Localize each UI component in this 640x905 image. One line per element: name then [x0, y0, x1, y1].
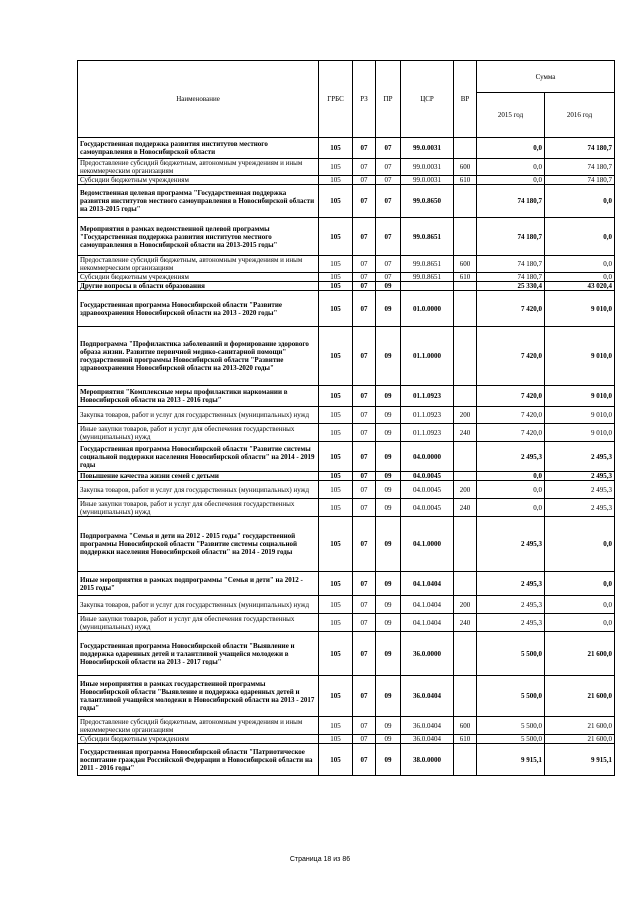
cell-vr	[454, 291, 477, 327]
table-row	[78, 138, 615, 159]
cell-vr	[454, 218, 477, 256]
cell-pr: 09	[376, 481, 401, 499]
cell-vr: 610	[454, 273, 477, 282]
table-body	[78, 138, 615, 776]
cell-sum-2015: 74 180,7	[477, 273, 545, 282]
cell-csr: 04.0.0045	[401, 499, 454, 517]
cell-sum-2016: 21 600,0	[545, 676, 615, 717]
cell-grbs: 105	[319, 291, 353, 327]
cell-sum-2015: 74 180,7	[477, 185, 545, 218]
cell-rz: 07	[353, 407, 376, 424]
cell-pr: 09	[376, 424, 401, 442]
table-row	[78, 386, 615, 407]
cell-grbs: 105	[319, 744, 353, 776]
cell-rz: 07	[353, 159, 376, 176]
cell-sum-2015: 5 500,0	[477, 717, 545, 735]
cell-pr: 09	[376, 282, 401, 291]
cell-csr: 99.0.0031	[401, 159, 454, 176]
cell-sum-2016: 43 020,4	[545, 282, 615, 291]
cell-grbs: 105	[319, 218, 353, 256]
cell-sum-2016: 74 180,7	[545, 159, 615, 176]
cell-vr	[454, 744, 477, 776]
cell-rz: 07	[353, 424, 376, 442]
cell-grbs: 105	[319, 138, 353, 159]
cell-csr: 99.0.8651	[401, 273, 454, 282]
cell-rz: 07	[353, 735, 376, 744]
cell-sum-2016: 2 495,3	[545, 442, 615, 472]
cell-name: Субсидии бюджетным учреждениям	[78, 176, 319, 185]
table-row	[78, 717, 615, 735]
cell-sum-2015: 7 420,0	[477, 327, 545, 386]
cell-sum-2016: 0,0	[545, 273, 615, 282]
cell-sum-2015: 5 500,0	[477, 735, 545, 744]
cell-sum-2016: 21 600,0	[545, 735, 615, 744]
cell-csr: 01.1.0923	[401, 407, 454, 424]
cell-grbs: 105	[319, 632, 353, 676]
cell-csr: 99.0.8651	[401, 218, 454, 256]
cell-rz: 07	[353, 481, 376, 499]
cell-grbs: 105	[319, 499, 353, 517]
cell-grbs: 105	[319, 273, 353, 282]
header-2015: 2015 год	[477, 93, 545, 138]
table-row	[78, 407, 615, 424]
cell-grbs: 105	[319, 282, 353, 291]
cell-name: Государственная поддержка развития институтов местного самоуправления в Новосибирской области	[78, 138, 319, 159]
cell-sum-2015: 25 330,4	[477, 282, 545, 291]
cell-sum-2016: 2 495,3	[545, 481, 615, 499]
cell-pr: 07	[376, 159, 401, 176]
cell-rz: 07	[353, 176, 376, 185]
cell-name: Другие вопросы в области образования	[78, 282, 319, 291]
table-row	[78, 256, 615, 273]
table-row	[78, 291, 615, 327]
cell-pr: 07	[376, 273, 401, 282]
cell-name: Подпрограмма "Семья и дети на 2012 - 2015 годы" государственной программы Новосибирской области "Развитие системы социальной поддержки населения Новосибирской области" на 2014 - 2019 годы	[78, 517, 319, 572]
cell-vr: 240	[454, 424, 477, 442]
cell-sum-2015: 2 495,3	[477, 517, 545, 572]
table-header	[78, 61, 615, 138]
table-row	[78, 481, 615, 499]
cell-csr: 04.1.0404	[401, 596, 454, 614]
cell-csr	[401, 282, 454, 291]
cell-vr: 200	[454, 596, 477, 614]
cell-vr: 610	[454, 176, 477, 185]
cell-grbs: 105	[319, 256, 353, 273]
cell-name: Мероприятия в рамках ведомственной целевой программы "Государственная поддержка развития институтов местного самоуправления в Новосибирской области на 2013-2015 годы"	[78, 218, 319, 256]
cell-rz: 07	[353, 517, 376, 572]
cell-sum-2015: 9 915,1	[477, 744, 545, 776]
cell-sum-2016: 74 180,7	[545, 176, 615, 185]
header-vr: ВР	[454, 61, 477, 138]
cell-sum-2015: 7 420,0	[477, 424, 545, 442]
table-row	[78, 218, 615, 256]
cell-pr: 07	[376, 256, 401, 273]
cell-name: Закупка товаров, работ и услуг для государственных (муниципальных) нужд	[78, 596, 319, 614]
cell-sum-2016: 9 010,0	[545, 424, 615, 442]
table-row	[78, 185, 615, 218]
cell-vr: 610	[454, 735, 477, 744]
cell-csr: 04.0.0045	[401, 481, 454, 499]
cell-rz: 07	[353, 218, 376, 256]
cell-grbs: 105	[319, 442, 353, 472]
budget-table	[77, 60, 615, 776]
table-row	[78, 735, 615, 744]
cell-name: Ведомственная целевая программа "Государственная поддержка развития институтов местного самоуправления в Новосибирской области на 2013-2015 годы"	[78, 185, 319, 218]
cell-csr: 01.1.0000	[401, 327, 454, 386]
cell-vr: 240	[454, 499, 477, 517]
cell-pr: 09	[376, 717, 401, 735]
cell-pr: 09	[376, 614, 401, 632]
cell-name: Предоставление субсидий бюджетным, автономным учреждениям и иным некоммерческим организациям	[78, 717, 319, 735]
cell-sum-2015: 0,0	[477, 138, 545, 159]
cell-pr: 07	[376, 176, 401, 185]
table-row	[78, 327, 615, 386]
cell-vr	[454, 442, 477, 472]
cell-grbs: 105	[319, 481, 353, 499]
cell-sum-2015: 2 495,3	[477, 614, 545, 632]
cell-vr	[454, 632, 477, 676]
cell-rz: 07	[353, 572, 376, 596]
cell-csr: 04.1.0000	[401, 517, 454, 572]
cell-rz: 07	[353, 282, 376, 291]
cell-sum-2015: 7 420,0	[477, 386, 545, 407]
cell-grbs: 105	[319, 735, 353, 744]
cell-vr	[454, 282, 477, 291]
cell-pr: 09	[376, 572, 401, 596]
cell-name: Государственная программа Новосибирской области "Патриотическое воспитание граждан Российской Федерации в Новосибирской области на 2011 - 2016 годы"	[78, 744, 319, 776]
cell-pr: 09	[376, 676, 401, 717]
cell-sum-2016: 74 180,7	[545, 138, 615, 159]
cell-sum-2015: 0,0	[477, 472, 545, 481]
cell-sum-2016: 0,0	[545, 218, 615, 256]
cell-name: Иные закупки товаров, работ и услуг для обеспечения государственных (муниципальных) нужд	[78, 424, 319, 442]
cell-sum-2016: 0,0	[545, 614, 615, 632]
cell-csr: 36.0.0404	[401, 676, 454, 717]
cell-csr: 36.0.0404	[401, 735, 454, 744]
cell-rz: 07	[353, 442, 376, 472]
cell-rz: 07	[353, 386, 376, 407]
cell-name: Иные закупки товаров, работ и услуг для обеспечения государственных (муниципальных) нужд	[78, 614, 319, 632]
cell-vr	[454, 327, 477, 386]
page-number: Страница 18 из 86	[289, 856, 351, 863]
cell-pr: 09	[376, 386, 401, 407]
cell-sum-2015: 0,0	[477, 499, 545, 517]
cell-name: Иные мероприятия в рамках государственной программы Новосибирской области "Выявление и поддержка одаренных детей и талантливой учащейся молодежи в Новосибирской области на 2013 - 2017 годы"	[78, 676, 319, 717]
table-row	[78, 676, 615, 717]
cell-name: Субсидии бюджетным учреждениям	[78, 735, 319, 744]
cell-pr: 09	[376, 327, 401, 386]
cell-sum-2015: 5 500,0	[477, 632, 545, 676]
table-row	[78, 472, 615, 481]
cell-csr: 99.0.0031	[401, 176, 454, 185]
cell-grbs: 105	[319, 176, 353, 185]
cell-vr: 200	[454, 481, 477, 499]
cell-pr: 07	[376, 218, 401, 256]
cell-sum-2016: 0,0	[545, 572, 615, 596]
cell-csr: 01.1.0923	[401, 424, 454, 442]
cell-rz: 07	[353, 676, 376, 717]
cell-csr: 99.0.8650	[401, 185, 454, 218]
cell-sum-2015: 2 495,3	[477, 572, 545, 596]
cell-csr: 36.0.0000	[401, 632, 454, 676]
cell-sum-2016: 9 915,1	[545, 744, 615, 776]
cell-grbs: 105	[319, 472, 353, 481]
cell-name: Предоставление субсидий бюджетным, автономным учреждениям и иным некоммерческим организациям	[78, 256, 319, 273]
cell-sum-2016: 9 010,0	[545, 291, 615, 327]
cell-sum-2016: 0,0	[545, 596, 615, 614]
cell-grbs: 105	[319, 676, 353, 717]
cell-csr: 38.0.0000	[401, 744, 454, 776]
header-name: Наименование	[78, 61, 319, 138]
cell-name: Мероприятия "Комплексные меры профилактики наркомании в Новосибирской области на 2013 - 2016 годы"	[78, 386, 319, 407]
cell-sum-2015: 2 495,3	[477, 596, 545, 614]
cell-sum-2016: 21 600,0	[545, 717, 615, 735]
cell-sum-2016: 9 010,0	[545, 386, 615, 407]
cell-sum-2015: 0,0	[477, 176, 545, 185]
header-csr: ЦСР	[401, 61, 454, 138]
cell-rz: 07	[353, 472, 376, 481]
cell-csr: 04.1.0404	[401, 614, 454, 632]
cell-sum-2016: 9 010,0	[545, 407, 615, 424]
header-2016: 2016 год	[545, 93, 615, 138]
cell-rz: 07	[353, 185, 376, 218]
header-grbs: ГРБС	[319, 61, 353, 138]
cell-pr: 09	[376, 499, 401, 517]
cell-sum-2016: 0,0	[545, 185, 615, 218]
table-row	[78, 572, 615, 596]
cell-rz: 07	[353, 291, 376, 327]
cell-vr	[454, 517, 477, 572]
cell-rz: 07	[353, 717, 376, 735]
table-row	[78, 596, 615, 614]
cell-csr: 36.0.0404	[401, 717, 454, 735]
cell-csr: 04.0.0000	[401, 442, 454, 472]
cell-rz: 07	[353, 138, 376, 159]
cell-vr	[454, 472, 477, 481]
cell-vr: 600	[454, 159, 477, 176]
table-row	[78, 282, 615, 291]
header-pr: ПР	[376, 61, 401, 138]
table-row	[78, 424, 615, 442]
table-row	[78, 744, 615, 776]
header-sum: Сумма	[477, 61, 615, 93]
cell-sum-2015: 7 420,0	[477, 407, 545, 424]
cell-pr: 09	[376, 632, 401, 676]
cell-sum-2015: 74 180,7	[477, 256, 545, 273]
table-row	[78, 632, 615, 676]
cell-pr: 07	[376, 185, 401, 218]
cell-name: Государственная программа Новосибирской области "Выявление и поддержка одаренных детей и талантливой учащейся молодежи в Новосибирской области на 2013 - 2017 годы"	[78, 632, 319, 676]
cell-grbs: 105	[319, 327, 353, 386]
cell-grbs: 105	[319, 159, 353, 176]
cell-csr: 01.0.0000	[401, 291, 454, 327]
cell-vr	[454, 572, 477, 596]
cell-rz: 07	[353, 596, 376, 614]
cell-rz: 07	[353, 256, 376, 273]
cell-sum-2015: 0,0	[477, 159, 545, 176]
cell-csr: 99.0.8651	[401, 256, 454, 273]
cell-csr: 04.0.0045	[401, 472, 454, 481]
cell-grbs: 105	[319, 596, 353, 614]
cell-csr: 01.1.0923	[401, 386, 454, 407]
cell-sum-2015: 7 420,0	[477, 291, 545, 327]
table-row	[78, 442, 615, 472]
table-row	[78, 176, 615, 185]
cell-grbs: 105	[319, 517, 353, 572]
cell-grbs: 105	[319, 572, 353, 596]
cell-rz: 07	[353, 614, 376, 632]
cell-vr	[454, 138, 477, 159]
cell-rz: 07	[353, 273, 376, 282]
header-rz: РЗ	[353, 61, 376, 138]
cell-csr: 99.0.0031	[401, 138, 454, 159]
cell-vr: 240	[454, 614, 477, 632]
cell-csr: 04.1.0404	[401, 572, 454, 596]
table-row	[78, 273, 615, 282]
cell-sum-2015: 0,0	[477, 481, 545, 499]
cell-sum-2016: 2 495,3	[545, 499, 615, 517]
cell-name: Предоставление субсидий бюджетным, автономным учреждениям и иным некоммерческим организациям	[78, 159, 319, 176]
cell-pr: 07	[376, 138, 401, 159]
cell-sum-2015: 2 495,3	[477, 442, 545, 472]
cell-name: Государственная программа Новосибирской области "Развитие здравоохранения Новосибирской области на 2013 - 2020 годы"	[78, 291, 319, 327]
table-row	[78, 499, 615, 517]
cell-pr: 09	[376, 472, 401, 481]
cell-pr: 09	[376, 735, 401, 744]
cell-sum-2015: 74 180,7	[477, 218, 545, 256]
cell-name: Иные закупки товаров, работ и услуг для обеспечения государственных (муниципальных) нужд	[78, 499, 319, 517]
cell-vr: 200	[454, 407, 477, 424]
cell-pr: 09	[376, 291, 401, 327]
cell-sum-2015: 5 500,0	[477, 676, 545, 717]
cell-pr: 09	[376, 407, 401, 424]
table-row	[78, 159, 615, 176]
cell-sum-2016: 9 010,0	[545, 327, 615, 386]
cell-name: Закупка товаров, работ и услуг для государственных (муниципальных) нужд	[78, 407, 319, 424]
cell-sum-2016: 0,0	[545, 517, 615, 572]
cell-rz: 07	[353, 744, 376, 776]
cell-pr: 09	[376, 596, 401, 614]
cell-sum-2016: 0,0	[545, 256, 615, 273]
cell-grbs: 105	[319, 185, 353, 218]
cell-name: Государственная программа Новосибирской области "Развитие системы социальной поддержки населения Новосибирской области" на 2014 - 2019 годы	[78, 442, 319, 472]
cell-pr: 09	[376, 744, 401, 776]
cell-rz: 07	[353, 632, 376, 676]
cell-sum-2016: 2 495,3	[545, 472, 615, 481]
cell-vr	[454, 386, 477, 407]
cell-name: Иные мероприятия в рамках подпрограммы "Семья и дети" на 2012 - 2015 годы"	[78, 572, 319, 596]
cell-grbs: 105	[319, 424, 353, 442]
cell-sum-2016: 21 600,0	[545, 632, 615, 676]
cell-grbs: 105	[319, 407, 353, 424]
cell-pr: 09	[376, 517, 401, 572]
cell-vr	[454, 185, 477, 218]
cell-vr	[454, 676, 477, 717]
table-row	[78, 614, 615, 632]
cell-pr: 09	[376, 442, 401, 472]
cell-grbs: 105	[319, 614, 353, 632]
cell-name: Субсидии бюджетным учреждениям	[78, 273, 319, 282]
table-row	[78, 517, 615, 572]
cell-name: Закупка товаров, работ и услуг для государственных (муниципальных) нужд	[78, 481, 319, 499]
cell-grbs: 105	[319, 717, 353, 735]
cell-vr: 600	[454, 256, 477, 273]
cell-vr: 600	[454, 717, 477, 735]
cell-rz: 07	[353, 499, 376, 517]
cell-name: Повышение качества жизни семей с детьми	[78, 472, 319, 481]
cell-grbs: 105	[319, 386, 353, 407]
cell-rz: 07	[353, 327, 376, 386]
cell-name: Подпрограмма "Профилактика заболеваний и формирование здорового образа жизни. Развитие первичной медико-санитарной помощи" государственной программы Новосибирской области "Развитие здравоохранения Новосибирской области на 2013-2020 годы"	[78, 327, 319, 386]
